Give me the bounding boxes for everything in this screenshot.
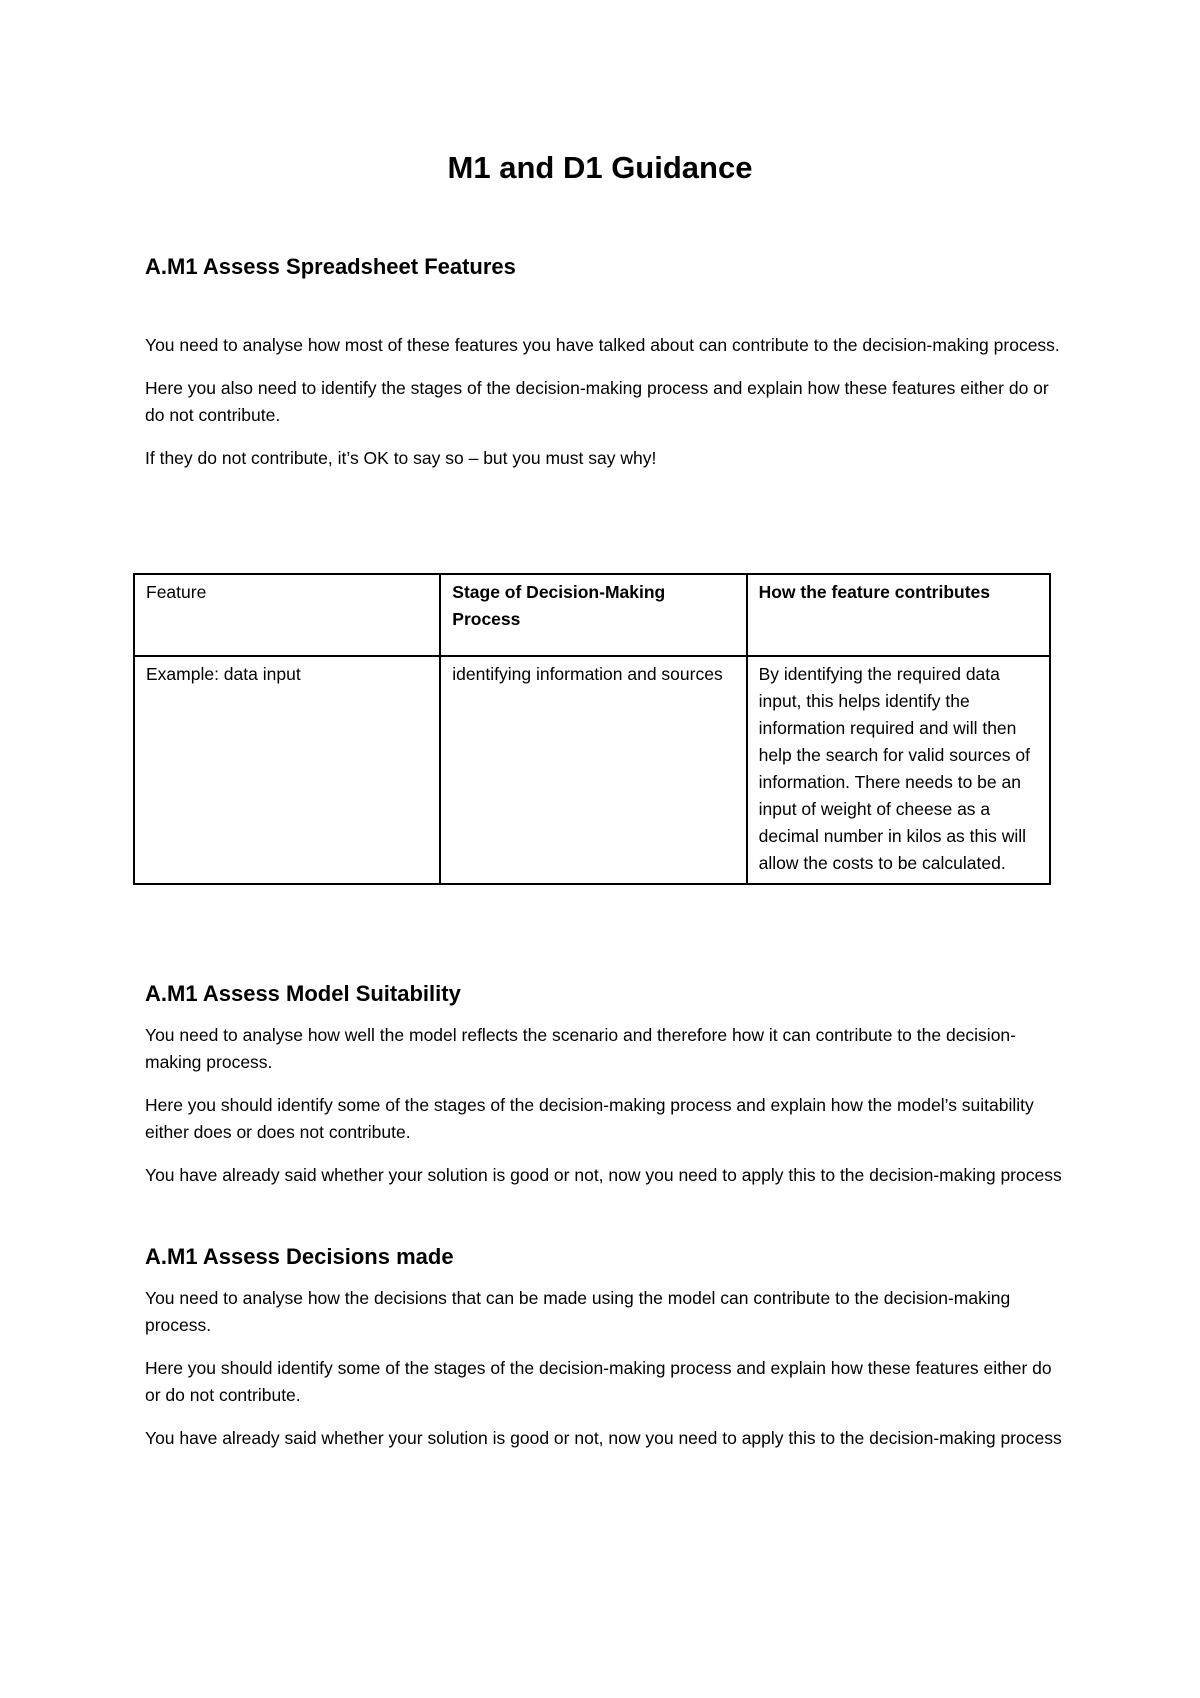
feature-table bbox=[133, 573, 1051, 885]
paragraph: You need to analyse how the decisions that can be made using the model can contribute to the decision-making process. bbox=[145, 1288, 1011, 1335]
paragraph: If they do not contribute, it’s OK to say so – but you must say why! bbox=[145, 448, 657, 468]
section-heading: A.M1 Assess Spreadsheet Features bbox=[145, 254, 516, 279]
paragraph: You have already said whether your solution is good or not, now you need to apply this to the decision-making process bbox=[145, 1165, 1062, 1185]
table-cell-stage: identifying information and sources bbox=[440, 656, 746, 884]
paragraph: Here you should identify some of the stages of the decision-making process and explain how these features either do or do not contribute. bbox=[145, 1358, 1052, 1405]
table-cell-contribution: By identifying the required data input, this helps identify the information required and will then help the search for valid sources of information. There needs to be an input of weight of cheese as a decimal number in kilos as this will allow the costs to be calculated. bbox=[747, 656, 1050, 884]
paragraph: You have already said whether your solution is good or not, now you need to apply this to the decision-making process bbox=[145, 1428, 1062, 1448]
section-model-suitability bbox=[145, 981, 1065, 1205]
table-header-row bbox=[134, 574, 1050, 656]
paragraph: You need to analyse how well the model reflects the scenario and therefore how it can contribute to the decision-making process. bbox=[145, 1025, 1016, 1072]
section-decisions-made bbox=[145, 1244, 1065, 1468]
document-title: M1 and D1 Guidance bbox=[447, 150, 753, 185]
table-cell-feature: Example: data input bbox=[134, 656, 440, 884]
paragraph: You need to analyse how most of these features you have talked about can contribute to the decision-making process. bbox=[145, 335, 1060, 355]
table-header-feature: Feature bbox=[134, 574, 440, 656]
table-header-stage: Stage of Decision-Making Process bbox=[440, 574, 746, 656]
table-header-contribution: How the feature contributes bbox=[747, 574, 1050, 656]
paragraph: Here you also need to identify the stages of the decision-making process and explain how these features either do or do not contribute. bbox=[145, 378, 1049, 425]
table-row bbox=[134, 656, 1050, 884]
section-spreadsheet-features bbox=[145, 254, 1065, 488]
paragraph: Here you should identify some of the stages of the decision-making process and explain how the model’s suitability either does or does not contribute. bbox=[145, 1095, 1034, 1142]
section-heading: A.M1 Assess Decisions made bbox=[145, 1244, 454, 1269]
section-heading: A.M1 Assess Model Suitability bbox=[145, 981, 461, 1006]
